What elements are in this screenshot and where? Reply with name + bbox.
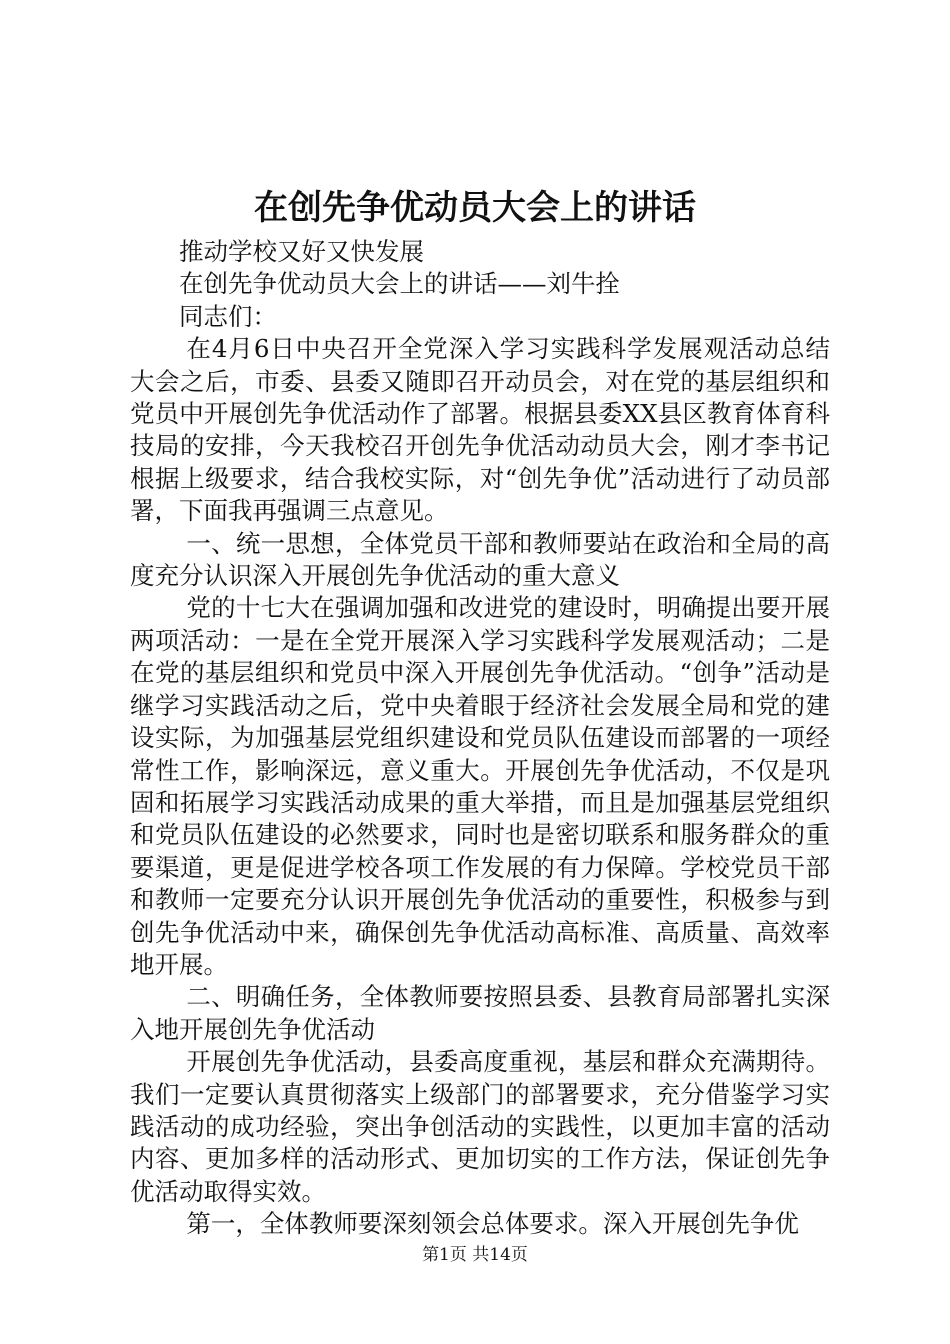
page-number-footer: 第1页 共14页 <box>422 1245 528 1265</box>
paragraph-subtitle: 推动学校又好又快发展 <box>179 237 424 266</box>
paragraph-section-1-heading: 一、统一思想，全体党员干部和教师要站在政治和全局的高度充分认识深入开展创先争优活动的重大意义 <box>130 528 830 591</box>
paragraph-section-1-body: 党的十七大在强调加强和改进党的建设时，明确提出要开展两项活动：一是在全党开展深入学习实践科学发展观活动；二是在党的基层组织和党员中深入开展创先争优活动。“创争”活动是继学习实践活动之后，党中央着眼于经济社会发展全局和党的建设实际，为加强基层党组织建设和党员队伍建设而部署的一项经常性工作，影响深远，意义重大。开展创先争优活动，不仅是巩固和拓展学习实践活动成果的重大举措，而且是加强基层党组织和党员队伍建设的必然要求，同时也是密切联系和服务群众的重要渠道，更是促进学校各项工作发展的有力保障。学校党员干部和教师一定要充分认识开展创先争优活动的重要性，积极参与到创先争优活动中来，确保创先争优活动高标准、高质量、高效率地开展。 <box>130 593 830 979</box>
paragraph-salutation: 同志们： <box>179 301 277 331</box>
paragraph-intro: 在4月6日中央召开全党深入学习实践科学发展观活动总结大会之后，市委、县委又随即召开动员会，对在党的基层组织和党员中开展创先争优活动作了部署。根据县委XX县区教育体育科技局的安排，今天我校召开创先争优活动动员大会，刚才李书记根据上级要求，结合我校实际，对“创先争优”活动进行了动员部署，下面我再强调三点意见。 <box>130 334 830 526</box>
document-body <box>130 236 830 1241</box>
paragraph-section-2-body: 开展创先争优活动，县委高度重视，基层和群众充满期待。我们一定要认真贯彻落实上级部门的部署要求，充分借鉴学习实践活动的成功经验，突出争创活动的实践性，以更加丰富的活动内容、更加多样的活动形式、更加切实的工作方法，保证创先争优活动取得实效。 <box>130 1047 830 1206</box>
paragraph-first-point: 第一，全体教师要深刻领会总体要求。深入开展创先争优 <box>186 1209 799 1239</box>
paragraph-section-2-heading: 二、明确任务，全体教师要按照县委、县教育局部署扎实深入地开展创先争优活动 <box>130 982 830 1044</box>
document-title: 在创先争优动员大会上的讲话 <box>254 188 696 228</box>
paragraph-speech-title: 在创先争优动员大会上的讲话——刘牛拴 <box>179 269 620 299</box>
